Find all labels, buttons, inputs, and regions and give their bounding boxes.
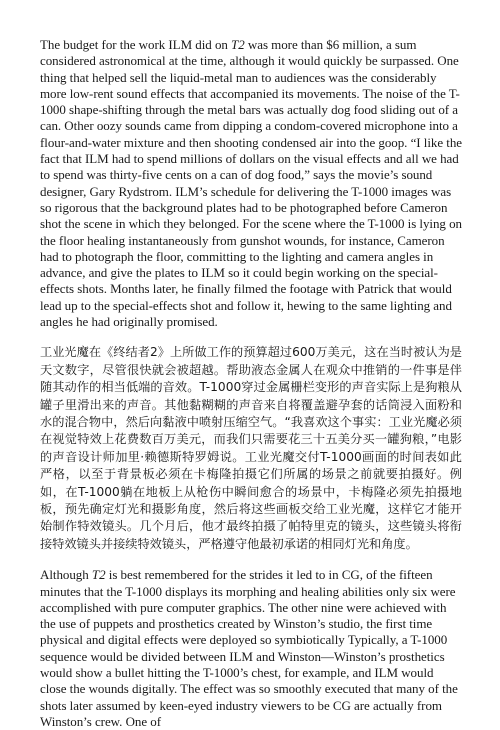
paragraph-text: is best remembered for the strides it led to in CG, of the fifteen minutes that the T-1000 displays its morphing and healing abilities only six were accomplished with pure computer graphics. The other nine were achieved with the use of puppets and prosthetics created by Winston’s studio, the first time physical and digital effects were deployed so symbiotically Typically, a T-1000 sequence would be divided between ILM and Winston—Winston’s prosthetics would show a bullet hitting the T-1000’s chest, for example, and ILM would close the wounds digitally. The effect was so smoothly executed that many of the shots later assumed by keen-eyed industry viewers to be CG are actually from Winston’s crew. One of	[40, 567, 458, 729]
english-paragraph-2	[40, 567, 462, 730]
paragraph-text: Although	[40, 567, 92, 583]
chinese-paragraph: 工业光魔在《终结者2》上所做工作的预算超过600万美元，这在当时被认为是天文数字，尽管很快就会被超越。帮助液态金属人在观众中推销的一件事是伴随其动作的相当低端的音效。T-1000穿过金属栅栏变形的声音实际上是狗粮从罐子里滑出来的声音。其他黏糊糊的声音来自将覆盖避孕套的话筒浸入面粉和水的混合物中，然后向黏液中喷射压缩空气。“我喜欢这个事实：工业光魔必须在视觉特效上花费数百万美元，而我们只需要花三十五美分买一罐狗粮，”电影的声音设计师加里·赖德斯特罗姆说。工业光魔交付T-1000画面的时间表如此严格，以至于背景板必须在卡梅隆拍摄它们所属的场景之前就要拍摄好。例如，在T-1000躺在地板上从枪伤中瞬间愈合的场景中，卡梅隆必须先拍摄地板，预先确定灯光和摄影角度，然后将这些画板交给工业光魔，这样它才能开始制作特效镜头。几个月后，他才最终拍摄了帕特里克的镜头，这些镜头将衔接特效镜头并接续特效镜头，严格遵守他最初承诺的相同灯光和角度。	[40, 345, 462, 551]
film-title: T2	[231, 37, 245, 52]
paragraph-text: The budget for the work ILM did on	[40, 37, 232, 52]
film-title: T2	[91, 567, 106, 583]
paragraph-text: was more than $6 million, a sum considered astronomical at the time, although it would quickly be surpassed. One thing that helped sell the liquid-metal man to audiences was the considerably more low-rent sound effects that accompanied its movements. The noise of the T-1000 shape-shifting through the metal bars was actually dog food sliding out of a can. Other oozy sounds came from dipping a condom-covered microphone into a flour-and-water mixture and then shooting condensed air into the goop. “I like the fact that ILM had to spend millions of dollars on the visual effects and all we had to spend was thirty-five cents on a can of dog food,” says the movie’s sound designer, Gary Rydstrom. ILM’s schedule for delivering the T-1000 images was so rigorous that the background plates had to be photographed before Cameron shot the scene in which they belonged. For the scene where the T-1000 is lying on the floor healing instantaneously from gunshot wounds, for instance, Cameron had to photograph the floor, committing to the lighting and camera angles in advance, and give the plates to ILM so it could begin working on the special-effects shots. Months later, he finally filmed the footage with Patrick that would lead up to the special-effects shot and follow it, hewing to the same lighting and angles he had originally promised.	[40, 37, 462, 330]
document-page	[40, 37, 462, 730]
english-paragraph-1	[40, 37, 462, 330]
